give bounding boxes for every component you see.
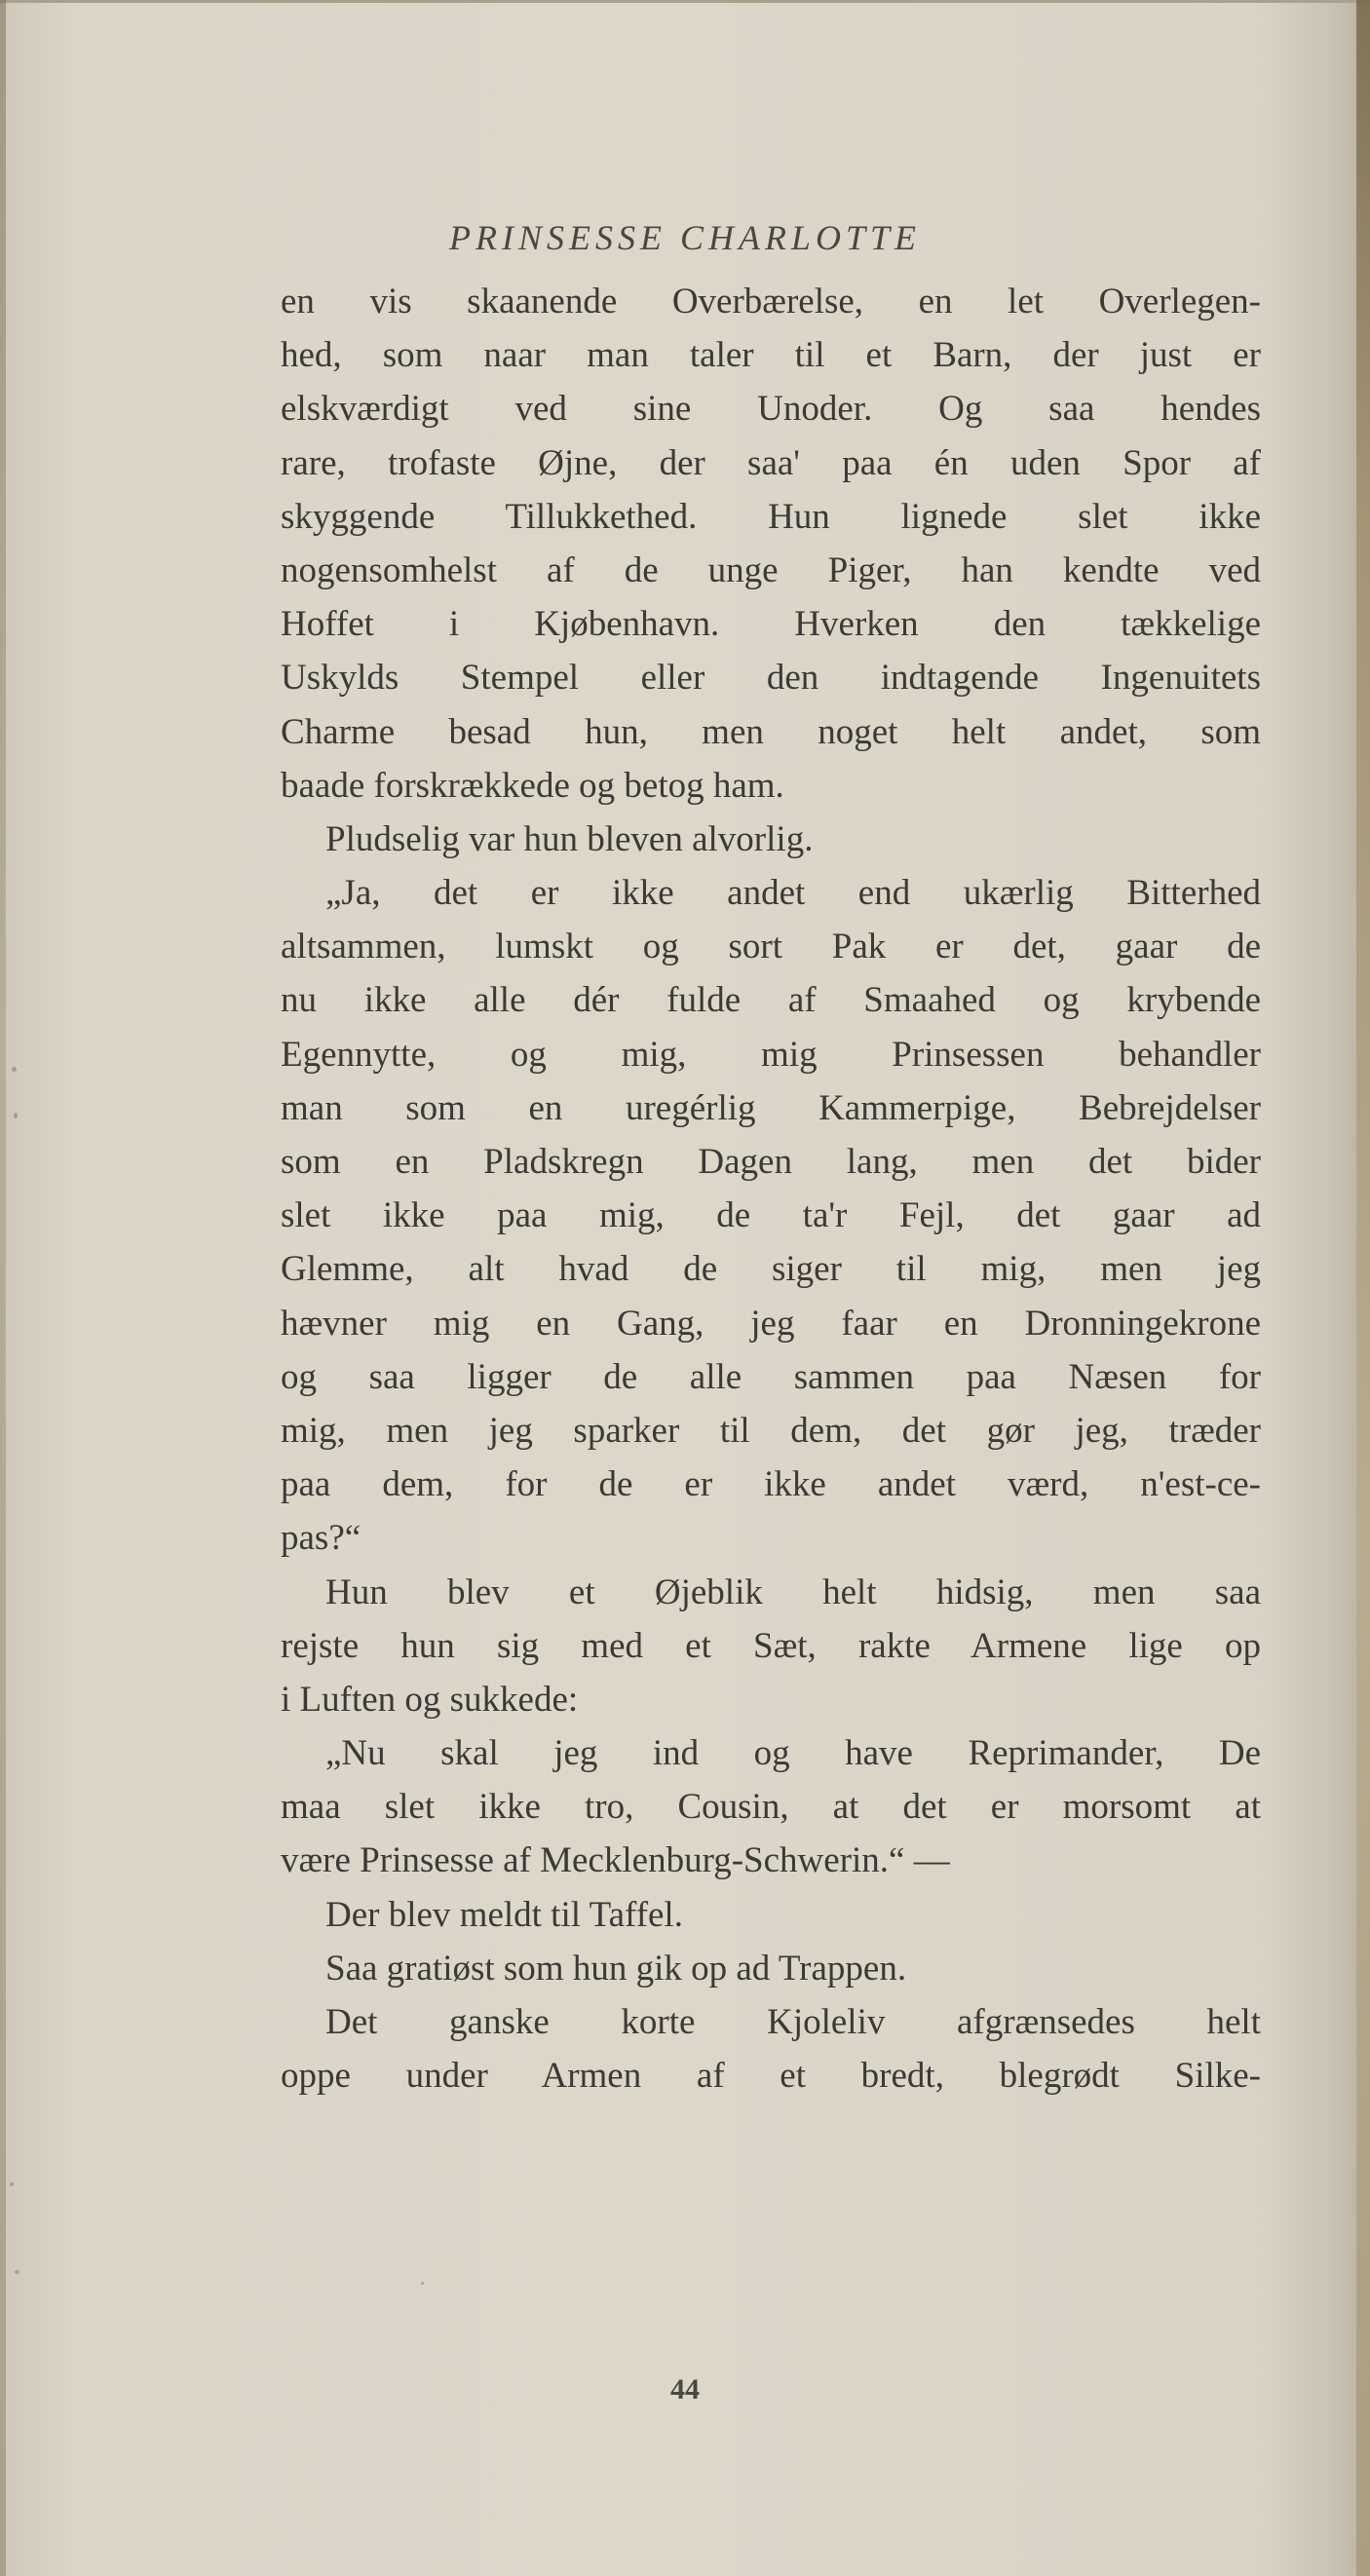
text-line: nu ikke alle dér fulde af Smaahed og krybende bbox=[281, 980, 1261, 1021]
text-line: som en Pladskregn Dagen lang, men det bider bbox=[281, 1142, 1261, 1182]
page-left-edge bbox=[0, 0, 6, 2576]
text-line: rare, trofaste Øjne, der saa' paa én uden Spor af bbox=[281, 442, 1261, 483]
text-line: og saa ligger de alle sammen paa Næsen for bbox=[281, 1356, 1261, 1397]
text-line: Der blev meldt til Taffel. bbox=[325, 1894, 683, 1935]
text-line: slet ikke paa mig, de ta'r Fejl, det gaar ad bbox=[281, 1195, 1261, 1236]
text-line: Uskylds Stempel eller den indtagende Ingenuitets bbox=[281, 658, 1261, 699]
text-line: hævner mig en Gang, jeg faar en Dronningekrone bbox=[281, 1303, 1261, 1344]
text-line: elskværdigt ved sine Unoder. Og saa hendes bbox=[281, 389, 1261, 430]
text-line: Egennytte, og mig, mig Prinsessen behandler bbox=[281, 1034, 1261, 1075]
page-right-edge bbox=[1356, 0, 1370, 2576]
text-line: Saa gratiøst som hun gik op ad Trappen. bbox=[325, 1948, 907, 1989]
text-line: pas?“ bbox=[281, 1518, 362, 1559]
text-line: Glemme, alt hvad de siger til mig, men jeg bbox=[281, 1249, 1261, 1290]
text-line: Det ganske korte Kjoleliv afgrænsedes helt bbox=[325, 2002, 1261, 2042]
running-head: PRINSESSE CHARLOTTE bbox=[448, 218, 921, 257]
text-line: Hoffet i Kjøbenhavn. Hverken den tækkelige bbox=[281, 604, 1261, 645]
scan-speck bbox=[15, 2270, 19, 2274]
scan-speck bbox=[12, 1067, 17, 1072]
body-text bbox=[281, 275, 1261, 2102]
text-line: skyggende Tillukkethed. Hun lignede slet ikke bbox=[281, 496, 1261, 537]
text-line: mig, men jeg sparker til dem, det gør jeg, træder bbox=[281, 1410, 1261, 1451]
page-number: 44 bbox=[670, 2373, 700, 2406]
text-line: altsammen, lumskt og sort Pak er det, gaar de bbox=[281, 927, 1261, 967]
scan-speck bbox=[10, 2182, 14, 2186]
text-line: være Prinsesse af Mecklenburg-Schwerin.“ — bbox=[281, 1840, 950, 1881]
text-line: „Ja, det er ikke andet end ukærlig Bitterhed bbox=[325, 873, 1261, 914]
text-line: Pludselig var hun bleven alvorlig. bbox=[325, 818, 814, 859]
scan-speck bbox=[14, 1113, 18, 1118]
text-line: oppe under Armen af et bredt, blegrødt Silke- bbox=[281, 2056, 1261, 2097]
text-line: man som en uregérlig Kammerpige, Bebrejdelser bbox=[281, 1087, 1261, 1128]
text-line: paa dem, for de er ikke andet værd, n'est-ce- bbox=[281, 1464, 1261, 1505]
text-line: maa slet ikke tro, Cousin, at det er morsomt at bbox=[281, 1787, 1261, 1828]
text-line: en vis skaanende Overbærelse, en let Overlegen- bbox=[281, 282, 1261, 322]
page-top-edge bbox=[0, 0, 1370, 3]
text-line: hed, som naar man taler til et Barn, der just er bbox=[281, 335, 1261, 376]
scan-speck bbox=[1356, 146, 1362, 155]
text-line: i Luften og sukkede: bbox=[281, 1679, 579, 1720]
text-line: Hun blev et Øjeblik helt hidsig, men saa bbox=[325, 1572, 1261, 1612]
text-line: baade forskrækkede og betog ham. bbox=[281, 765, 784, 806]
text-line: rejste hun sig med et Sæt, rakte Armene lige op bbox=[281, 1625, 1261, 1666]
text-line: „Nu skal jeg ind og have Reprimander, De bbox=[325, 1733, 1261, 1774]
text-line: Charme besad hun, men noget helt andet, som bbox=[281, 711, 1261, 752]
scan-speck bbox=[421, 2282, 424, 2285]
text-line: nogensomhelst af de unge Piger, han kendte ved bbox=[281, 549, 1261, 590]
